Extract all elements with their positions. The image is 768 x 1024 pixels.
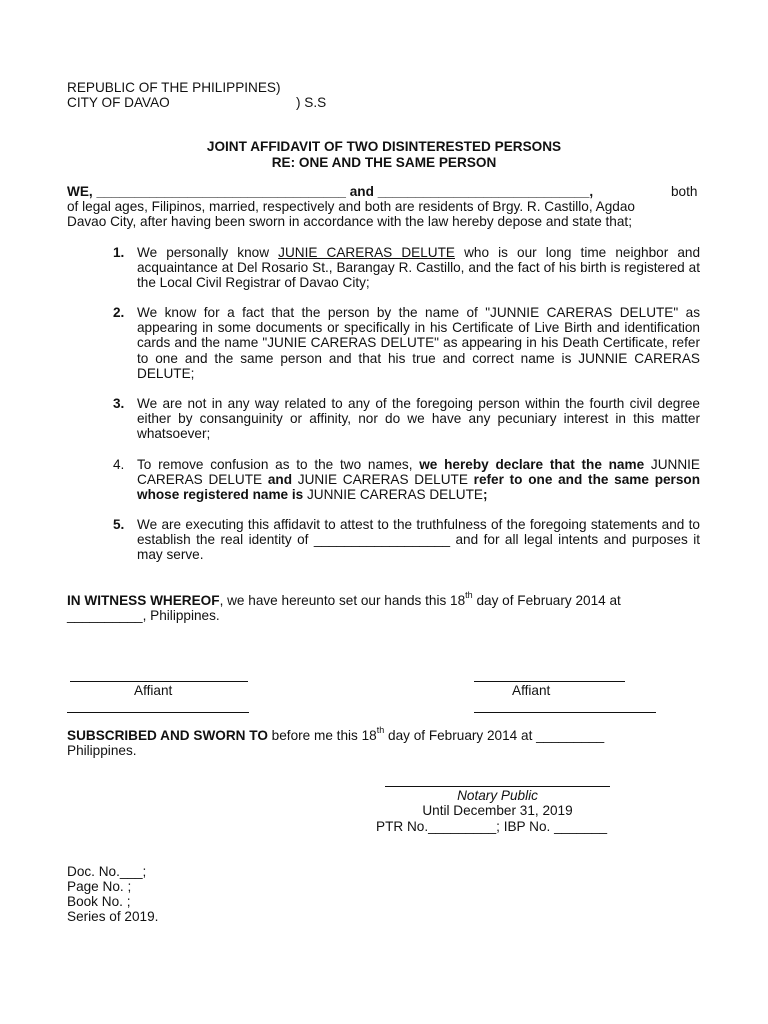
affiant-1-label: Affiant [134, 683, 173, 698]
witness-line-1 [67, 590, 621, 608]
affiant-2-signature-line [474, 681, 625, 682]
footer-series: Series of 2019. [67, 909, 159, 924]
intro-blank-2: ____________________________, [377, 184, 594, 199]
item-4-text-e: JUNIE CARERAS DELUTE [292, 472, 474, 488]
header-city: CITY OF DAVAO [67, 95, 170, 110]
intro-and: and [345, 184, 378, 199]
witness-sup: th [465, 590, 473, 600]
item-4-text [137, 457, 700, 503]
item-1-name: JUNIE CARERAS DELUTE [278, 245, 455, 260]
item-4-text-b: we hereby declare that the name [419, 457, 645, 472]
affiant-2-second-line [474, 712, 656, 713]
witness-text-b: day of February 2014 at [472, 593, 621, 608]
intro-blank-1: _________________________________ [96, 184, 346, 199]
sworn-text-b: day of February 2014 at _________ [384, 728, 605, 743]
title-line-1: JOINT AFFIDAVIT OF TWO DISINTERESTED PERSONS [206, 139, 562, 154]
item-4-text-g: JUNNIE CARERAS DELUTE [303, 487, 483, 503]
item-5-number: 5. [113, 517, 125, 532]
item-4-text-h: ; [483, 487, 488, 503]
item-1-text [137, 245, 700, 291]
sworn-line-1 [67, 725, 605, 743]
witness-text-a: , we have hereunto set our hands this 18 [219, 593, 466, 608]
witness-bold: IN WITNESS WHEREOF [67, 593, 220, 608]
intro-line-3: Davao City, after having been sworn in accordance with the law hereby depose and state that; [67, 214, 632, 229]
item-2-text: We know for a fact that the person by the name of "JUNNIE CARERAS DELUTE" as appearing in some documents or specifically in his Certificate of Live Birth and identification cards and the name "JUNIE CARERAS DELUTE" as appearing in his Death Certificate, refer to one and the same person and that his true and correct name is JUNNIE CARERAS DELUTE; [137, 305, 700, 381]
item-4-number: 4. [113, 457, 125, 472]
notary-signature-line [385, 786, 610, 787]
footer-book-no: Book No. ; [67, 894, 131, 909]
affiant-1-second-line [67, 712, 249, 713]
header-ss: ) S.S [296, 95, 327, 110]
footer-page-no: Page No. ; [67, 879, 132, 894]
intro-we: WE, [67, 184, 97, 199]
witness-line-2: __________, Philippines. [67, 608, 220, 623]
header-republic: REPUBLIC OF THE PHILIPPINES) [67, 80, 281, 95]
sworn-line-2: Philippines. [67, 743, 137, 758]
affiant-2-label: Affiant [512, 683, 551, 698]
notary-label: Notary Public [457, 788, 538, 803]
item-4-text-c: JUNNIE CARERAS DELUTE [137, 457, 701, 488]
item-1-text-a: We personally know [137, 245, 279, 260]
notary-ptr-ibp: PTR No._________; IBP No. _______ [376, 819, 608, 834]
intro-line-2: of legal ages, Filipinos, married, respectively and both are residents of Brgy. R. Castillo, Agdao [67, 199, 635, 214]
intro-both: both [671, 184, 698, 199]
item-1-text-b: who is our long time neighbor and acquaintance at Del Rosario St., Barangay R. Castillo, and the fact of his birth is registered at the Local Civil Registrar of Davao City; [137, 245, 701, 291]
footer-doc-no: Doc. No.___; [67, 864, 147, 879]
notary-until: Until December 31, 2019 [422, 803, 573, 818]
sworn-bold: SUBSCRIBED AND SWORN TO [67, 728, 268, 743]
intro-line-1 [67, 184, 593, 199]
item-4-text-d: and [267, 472, 293, 488]
item-3-text: We are not in any way related to any of the foregoing person within the fourth civil degree either by consanguinity or affinity, nor do we have any pecuniary interest in this matter whatsoever; [137, 396, 700, 442]
sworn-text-a: before me this 18 [267, 728, 377, 743]
item-5-text: We are executing this affidavit to attest to the truthfulness of the foregoing statements and to establish the real identity of __________________ and for all legal intents and purposes it may serve. [137, 517, 700, 563]
item-2-number: 2. [113, 305, 125, 320]
title-line-2: RE: ONE AND THE SAME PERSON [271, 155, 497, 170]
item-3-number: 3. [113, 396, 125, 411]
affiant-1-signature-line [70, 681, 248, 682]
sworn-sup: th [376, 725, 385, 735]
item-4-text-f: refer to one and the same person whose registered name is [137, 472, 701, 503]
item-4-text-a: To remove confusion as to the two names, [137, 457, 420, 472]
item-1-number: 1. [113, 245, 125, 260]
